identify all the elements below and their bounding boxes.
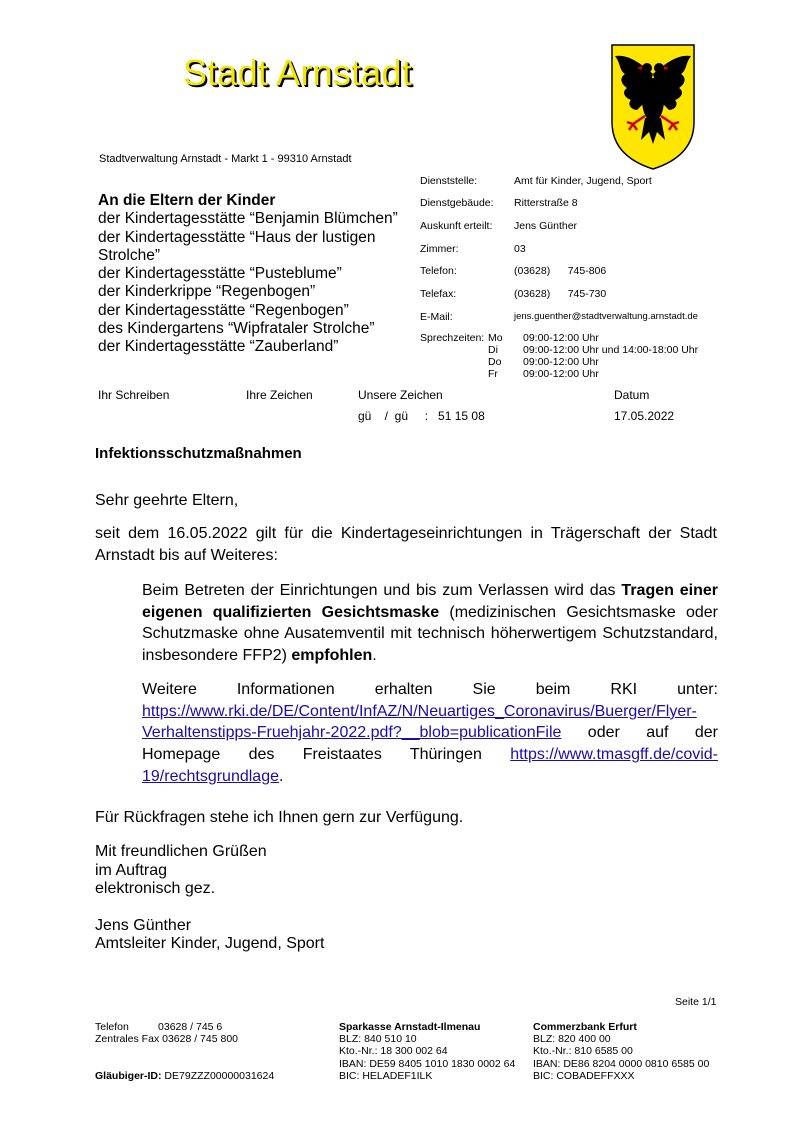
bank2-blz: BLZ: 820 400 00 [533, 1033, 611, 1046]
zimmer-label: Zimmer: [420, 243, 459, 255]
coat-of-arms-logo [611, 44, 695, 170]
zimmer-value: 03 [514, 243, 526, 255]
signer-name: Jens Günther [95, 917, 192, 934]
gebaeude-label: Dienstgebäude: [420, 197, 494, 209]
hours-day: Do [488, 356, 502, 368]
bank1-name: Sparkasse Arnstadt-Ilmenau [339, 1021, 481, 1033]
ihre-zeichen-label: Ihre Zeichen [246, 388, 313, 402]
recipient-line: der Kindertagesstätte “Zauberland” [98, 338, 339, 356]
unsere-zeichen-label: Unsere Zeichen [358, 388, 443, 402]
footer-fax: Zentrales Fax 03628 / 745 800 [95, 1033, 239, 1046]
hours-day: Mo [488, 332, 503, 344]
signer-title: Amtsleiter Kinder, Jugend, Sport [95, 935, 325, 952]
mask-period: . [372, 647, 377, 665]
hours-time: 09:00-12:00 Uhr [523, 368, 599, 380]
info-period: . [278, 767, 284, 785]
mask-bold-text: Tragen einer eigenen qualifizierten Gesichtsmaske [142, 582, 718, 621]
bank1-kto: Kto.-Nr.: 18 300 002 64 [339, 1045, 448, 1058]
sprechzeiten-label: Sprechzeiten: [420, 332, 485, 344]
salutation: Sehr geehrte Eltern, [95, 492, 239, 509]
gebaeude-value: Ritterstraße 8 [514, 197, 578, 209]
letter-subject: Infektionsschutzmaßnahmen [95, 445, 302, 462]
info-paragraph [142, 679, 718, 788]
datum-value: 17.05.2022 [614, 409, 675, 423]
hours-day: Fr [488, 368, 498, 380]
city-title: Stadt Arnstadt [183, 52, 412, 93]
closing-question: Für Rückfragen stehe ich Ihnen gern zur Verfügung. [95, 809, 464, 826]
hours-time: 09:00-12:00 Uhr und 14:00-18:00 Uhr [523, 344, 699, 356]
recommended-bold-text: empfohlen [291, 647, 373, 665]
datum-label: Datum [614, 388, 650, 402]
recipient-line: des Kindergartens “Wipfrataler Strolche” [98, 320, 375, 338]
recipient-line: der Kindertagesstätte “Regenbogen” [98, 301, 349, 319]
bank1-blz: BLZ: 840 510 10 [339, 1033, 417, 1046]
recipient-line: der Kinderkrippe “Regenbogen” [98, 283, 316, 301]
email-value[interactable]: jens.guenther@stadtverwaltung.arnstadt.de [514, 311, 698, 322]
footer-contact [95, 1021, 238, 1045]
bank1-iban: IBAN: DE59 8405 1010 1830 0002 64 [339, 1057, 516, 1070]
hours-time: 09:00-12:00 Uhr [523, 332, 599, 344]
footer-creditor-id [95, 1070, 274, 1082]
mask-text: Beim Betreten der Einrichtungen und bis zum Verlassen wird das [142, 582, 622, 599]
email-label: E-Mail: [420, 311, 453, 323]
footer-bank-2 [533, 1021, 709, 1082]
footer-bank-1 [339, 1021, 515, 1082]
telefon-label: Telefon: [420, 265, 457, 277]
telefon-value: (03628) 745-806 [514, 265, 607, 277]
recipient-heading: An die Eltern der Kinder [98, 192, 276, 209]
recipient-line: der Kindertagesstätte “Haus der lustigen Strolche” [98, 228, 376, 264]
dienststelle-label: Dienststelle: [420, 175, 478, 187]
bank2-iban: IBAN: DE86 8204 0000 0810 6585 00 [533, 1057, 710, 1070]
bank1-bic: BIC: HELADEF1ILK [339, 1069, 433, 1082]
creditor-id-value: DE79ZZZ00000031624 [161, 1070, 275, 1082]
dienststelle-value: Amt für Kinder, Jugend, Sport [514, 175, 652, 187]
bank2-bic: BIC: COBADEFFXXX [533, 1069, 635, 1082]
info-text-cont: oder auf der Homepage des Freistaates Thüringen [142, 724, 718, 764]
intro-paragraph: seit dem 16.05.2022 gilt für die Kindertageseinrichtungen in Trägerschaft der Stadt Arnstadt bis auf Weiteres: [95, 525, 717, 564]
info-text: Weitere Informationen erhalten Sie beim RKI unter: [142, 681, 718, 698]
unsere-zeichen-value: gü / gü : 51 15 08 [358, 409, 485, 423]
mask-text-cont: (medizinischen Gesichtsmaske oder Schutzmaske ohne Ausatemventil mit technisch höherwertigem Schutzstandard, insbesondere FFP2) [142, 603, 719, 665]
tmasgff-link[interactable]: https://www.tmasgff.de/covid-19/rechtsgrundlage [142, 746, 718, 785]
im-auftrag: im Auftrag [95, 862, 168, 879]
footer-telefon: Telefon 03628 / 745 6 [95, 1021, 223, 1033]
sender-line: Stadtverwaltung Arnstadt - Markt 1 - 99310 Arnstadt [99, 153, 352, 165]
hours-day: Di [488, 344, 498, 356]
recipient-line: der Kindertagesstätte “Pusteblume” [98, 265, 342, 283]
creditor-id-label: Gläubiger-ID: [95, 1070, 162, 1082]
auskunft-value: Jens Günther [514, 220, 578, 232]
telefax-value: (03628) 745-730 [514, 288, 607, 300]
mask-paragraph [142, 580, 718, 667]
bank2-kto: Kto.-Nr.: 810 6585 00 [533, 1045, 633, 1058]
telefax-label: Telefax: [420, 288, 457, 300]
ihr-schreiben-label: Ihr Schreiben [98, 388, 170, 402]
recipient-line: der Kindertagesstätte “Benjamin Blümchen” [98, 210, 398, 228]
elektronisch-gez: elektronisch gez. [95, 880, 216, 897]
recipient-block [98, 192, 418, 357]
greeting: Mit freundlichen Grüßen [95, 843, 267, 860]
page-number: Seite 1/1 [675, 996, 717, 1008]
rki-link[interactable]: https://www.rki.de/DE/Content/InfAZ/N/Neuartiges_Coronavirus/Buerger/Flyer-Verhaltenstipps-Fruehjahr-2022.pdf?__blob=publicationFile [142, 702, 697, 742]
auskunft-label: Auskunft erteilt: [420, 220, 493, 232]
bank2-name: Commerzbank Erfurt [533, 1021, 637, 1033]
hours-time: 09:00-12:00 Uhr [523, 356, 599, 368]
